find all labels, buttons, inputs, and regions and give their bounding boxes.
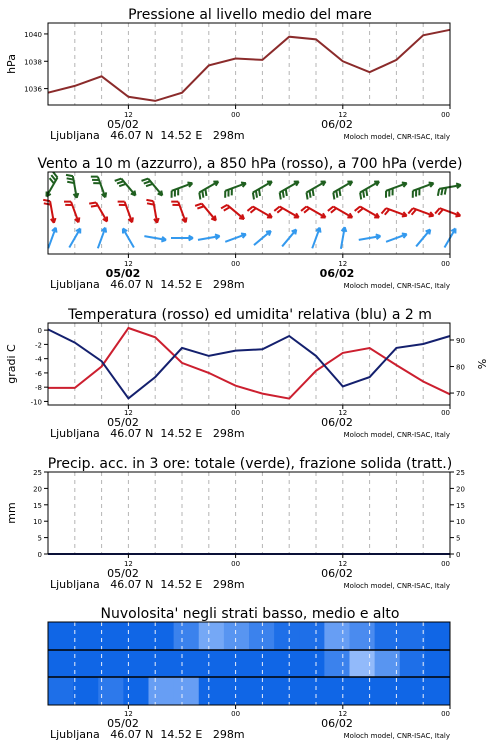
temperature-grid: [75, 323, 423, 405]
cloud-cell: [324, 650, 350, 678]
y-tick-label: -10: [30, 398, 42, 407]
wind-barb-shaft: [282, 230, 296, 247]
wind-date-2: 06/02: [319, 267, 355, 280]
y-tick-label: 0: [37, 551, 42, 559]
x-tick-label: 00: [231, 560, 241, 568]
x-tick-label: 12: [338, 409, 348, 417]
cloud-cell: [400, 622, 426, 650]
wind-barb: [142, 179, 163, 196]
precipitation-title: Precip. acc. in 3 ore: totale (verde), frazione solida (tratt.): [47, 456, 453, 472]
wind-barb-feather: [366, 189, 367, 196]
wind-barb: [438, 183, 461, 195]
cloud-cell: [425, 677, 451, 705]
temperature-panel: [5, 307, 489, 440]
x-tick-label: 12: [123, 560, 133, 568]
wind-barb: [254, 231, 271, 245]
cloud-cell: [149, 677, 175, 705]
wind-barb-feather: [253, 193, 254, 200]
cloud-cell: [249, 650, 275, 678]
wind-barb-feather: [256, 191, 257, 198]
precipitation-plot-frame: [48, 472, 450, 554]
wind-barb-feather: [286, 189, 287, 196]
cloud-cell: [123, 677, 149, 705]
y-tick-label: 5: [37, 534, 42, 543]
x-tick-label: 12: [338, 260, 348, 268]
wind-barb-shaft: [254, 231, 271, 245]
wind-barb-feather: [117, 181, 124, 183]
wind-barb-feather: [445, 188, 446, 195]
cloud-title: Nuvolosita' negli strati basso, medio e alto: [100, 606, 400, 622]
x-tick-label: 00: [231, 409, 241, 417]
temperature-date-1: 05/02: [107, 416, 139, 429]
x-tick-label: 12: [338, 710, 348, 718]
pressure-ylabel: hPa: [5, 54, 18, 74]
wind-barb: [247, 207, 271, 218]
cloud-date-1: 05/02: [107, 717, 139, 730]
cloud-cell: [375, 622, 401, 650]
cloud-cell: [224, 622, 250, 650]
cloud-cell: [350, 677, 376, 705]
wind-barb-feather: [333, 193, 334, 200]
y-tick-label: 70: [456, 390, 465, 399]
cloud-cell: [73, 622, 99, 650]
x-tick-label: 00: [441, 710, 450, 718]
y-tick-label: 1036: [24, 85, 42, 94]
x-tick-label: 12: [338, 560, 348, 568]
wind-barb: [381, 208, 406, 216]
precipitation-xticks: [124, 554, 450, 568]
wind-barb: [435, 208, 460, 216]
cloud-cell: [174, 622, 200, 650]
wind-title: Vento a 10 m (azzurro), a 850 hPa (rosso), a 700 hPa (verde): [37, 156, 463, 172]
wind-barb: [195, 204, 216, 221]
precipitation-date-1: 05/02: [107, 567, 139, 580]
precipitation-yticks-right: [450, 469, 465, 559]
wind-barb: [355, 207, 379, 218]
humidity-ylabel: %: [476, 358, 489, 370]
temperature-credit: Moloch model, CNR-ISAC, Italy: [343, 431, 450, 439]
pressure-panel: [5, 7, 450, 142]
y-tick-label: 20: [33, 485, 42, 494]
wind-barb-feather: [67, 178, 74, 179]
cloud-cell: [224, 677, 250, 705]
pressure-date-1: 05/02: [107, 118, 139, 131]
wind-barb-feather: [438, 189, 439, 196]
y-tick-label: 5: [456, 534, 461, 543]
cloud-cell: [400, 650, 426, 678]
y-tick-label: 10: [33, 518, 42, 527]
cloud-cell: [174, 677, 200, 705]
wind-barb-feather: [146, 184, 153, 186]
wind-barb-feather: [91, 206, 98, 207]
x-tick-label: 12: [123, 409, 133, 417]
temperature-date-2: 06/02: [321, 416, 353, 429]
cloud-cell: [299, 677, 325, 705]
wind-barb: [66, 175, 78, 198]
temperature-station: Ljubljana 46.07 N 14.52 E 298m: [50, 427, 245, 440]
cloud-cell: [199, 622, 225, 650]
wind-barb: [64, 202, 79, 223]
cloud-panel: [48, 606, 451, 741]
wind-plot-frame: [48, 172, 450, 254]
cloud-station: Ljubljana 46.07 N 14.52 E 298m: [50, 728, 245, 741]
wind-barb-feather: [280, 193, 281, 200]
wind-barb-feather: [89, 202, 96, 203]
wind-barb: [48, 228, 56, 249]
wind-station: Ljubljana 46.07 N 14.52 E 298m: [50, 278, 245, 291]
wind-barb-feather: [202, 191, 203, 198]
y-tick-label: 25: [33, 469, 42, 477]
cloud-cell: [48, 622, 74, 650]
cloud-cell: [249, 677, 275, 705]
cloud-cell: [149, 650, 175, 678]
wind-barb-feather: [441, 188, 442, 195]
cloud-cell: [98, 622, 124, 650]
wind-barb-feather: [115, 179, 122, 181]
temperature-plot-frame: [48, 323, 450, 405]
wind-barb-feather: [360, 193, 361, 200]
wind-barb-feather: [221, 205, 227, 208]
y-tick-label: 10: [456, 518, 465, 527]
x-tick-label: 00: [441, 260, 450, 268]
y-tick-label: -6: [35, 369, 42, 378]
pressure-xticks: [124, 105, 450, 119]
cloud-cell: [48, 650, 74, 678]
wind-barb-shaft: [416, 230, 430, 247]
y-tick-label: 20: [456, 485, 465, 494]
wind-barb: [146, 200, 158, 223]
wind-barbs: [43, 172, 461, 249]
pressure-title: Pressione al livello medio del mare: [128, 7, 372, 23]
y-tick-label: 15: [33, 501, 42, 510]
precipitation-ylabel: mm: [5, 502, 18, 524]
x-tick-label: 00: [231, 260, 241, 268]
pressure-yticks: [24, 31, 48, 94]
cloud-cell: [149, 622, 175, 650]
y-tick-label: 0: [456, 551, 461, 559]
wind-barb-feather: [205, 189, 206, 196]
wind-barb-feather: [142, 179, 149, 181]
y-tick-label: 15: [456, 501, 465, 510]
wind-barb-feather: [310, 191, 311, 198]
cloud-cell: [324, 622, 350, 650]
cloud-heatmap: [48, 622, 451, 706]
wind-barb-feather: [67, 182, 74, 183]
cloud-cell: [274, 622, 300, 650]
cloud-cell: [224, 650, 250, 678]
pressure-credit: Moloch model, CNR-ISAC, Italy: [343, 133, 450, 141]
wind-barb-feather: [363, 191, 364, 198]
temperature-yticks: [31, 327, 48, 406]
pressure-grid: [75, 23, 423, 105]
x-tick-label: 00: [441, 111, 450, 119]
wind-barb-feather: [199, 193, 200, 200]
wind-barb-feather: [146, 200, 153, 201]
humidity-yticks: [450, 337, 465, 398]
cloud-cell: [73, 677, 99, 705]
precipitation-grid: [75, 472, 423, 554]
cloud-cell: [199, 650, 225, 678]
cloud-cell: [274, 677, 300, 705]
cloud-cell: [350, 622, 376, 650]
cloud-cell: [199, 677, 225, 705]
temperature-line: [48, 328, 450, 399]
wind-barb-feather: [339, 189, 340, 196]
wind-barb: [89, 202, 107, 221]
cloud-cell: [123, 650, 149, 678]
pressure-station: Ljubljana 46.07 N 14.52 E 298m: [50, 129, 245, 142]
wind-barb-feather: [313, 189, 314, 196]
cloud-cell: [48, 677, 74, 705]
cloud-cell: [73, 650, 99, 678]
cloud-cell: [350, 650, 376, 678]
cloud-cell: [299, 622, 325, 650]
wind-barb: [118, 202, 133, 223]
wind-barb-feather: [306, 193, 307, 200]
x-tick-label: 12: [123, 260, 133, 268]
cloud-date-2: 06/02: [321, 717, 353, 730]
cloud-xticks: [124, 705, 450, 718]
cloud-cell: [123, 622, 149, 650]
wind-barb: [408, 208, 433, 216]
precipitation-yticks-left: [33, 469, 48, 559]
wind-barb-feather: [197, 206, 204, 208]
wind-barb-feather: [144, 181, 151, 183]
wind-barb-feather: [119, 184, 126, 186]
wind-barb-feather: [147, 203, 154, 204]
wind-barb-feather: [224, 207, 230, 210]
pressure-line: [48, 30, 450, 101]
wind-barb: [91, 177, 106, 198]
y-tick-label: 25: [456, 469, 465, 477]
temperature-xticks: [124, 405, 450, 417]
wind-barb: [341, 227, 346, 249]
wind-barb: [221, 205, 244, 219]
precipitation-station: Ljubljana 46.07 N 14.52 E 298m: [50, 578, 245, 591]
wind-barb: [115, 179, 136, 196]
temperature-ylabel: gradi C: [5, 344, 18, 384]
wind-barb-feather: [66, 175, 73, 176]
y-tick-label: 90: [456, 336, 465, 345]
wind-barb: [301, 207, 325, 218]
wind-panel: [37, 156, 462, 291]
x-tick-label: 00: [231, 710, 241, 718]
wind-date-1: 05/02: [105, 267, 141, 280]
wind-barb: [386, 233, 407, 241]
cloud-cell: [174, 650, 200, 678]
wind-barb-feather: [195, 204, 202, 206]
cloud-cell: [249, 622, 275, 650]
wind-barb-feather: [44, 203, 51, 204]
y-tick-label: 80: [456, 363, 465, 372]
x-tick-label: 12: [123, 111, 133, 119]
wind-barb: [416, 230, 430, 247]
cloud-cell: [274, 650, 300, 678]
x-tick-label: 12: [338, 111, 348, 119]
pressure-date-2: 06/02: [321, 118, 353, 131]
x-tick-label: 12: [123, 710, 133, 718]
wind-barb: [274, 207, 298, 218]
cloud-cell: [324, 677, 350, 705]
wind-barb: [225, 233, 246, 241]
wind-barb-feather: [283, 191, 284, 198]
cloud-credit: Moloch model, CNR-ISAC, Italy: [343, 732, 450, 740]
wind-barb-feather: [336, 191, 337, 198]
wind-barb: [43, 200, 55, 223]
wind-barb: [328, 207, 352, 218]
y-tick-label: -4: [35, 355, 42, 364]
y-tick-label: 1038: [24, 58, 42, 67]
cloud-cell: [400, 677, 426, 705]
wind-barb: [171, 202, 186, 223]
precipitation-credit: Moloch model, CNR-ISAC, Italy: [343, 582, 450, 590]
y-tick-label: 1040: [24, 30, 42, 39]
cloud-cell: [425, 622, 451, 650]
cloud-cell: [425, 650, 451, 678]
cloud-cell: [299, 650, 325, 678]
x-tick-label: 00: [441, 409, 450, 417]
wind-credit: Moloch model, CNR-ISAC, Italy: [343, 282, 450, 290]
precipitation-panel: [5, 456, 465, 591]
y-tick-label: 0: [37, 327, 42, 336]
wind-barb-feather: [43, 200, 50, 201]
y-tick-label: -2: [35, 341, 42, 350]
y-tick-label: -8: [35, 384, 42, 393]
wind-barb-feather: [259, 189, 260, 196]
x-tick-label: 00: [441, 560, 450, 568]
x-tick-label: 00: [231, 111, 241, 119]
temperature-title: Temperatura (rosso) ed umidita' relativa (blu) a 2 m: [68, 307, 432, 323]
wind-xticks: [124, 254, 450, 268]
wind-barb: [282, 230, 296, 247]
precipitation-date-2: 06/02: [321, 567, 353, 580]
humidity-line: [48, 329, 450, 398]
